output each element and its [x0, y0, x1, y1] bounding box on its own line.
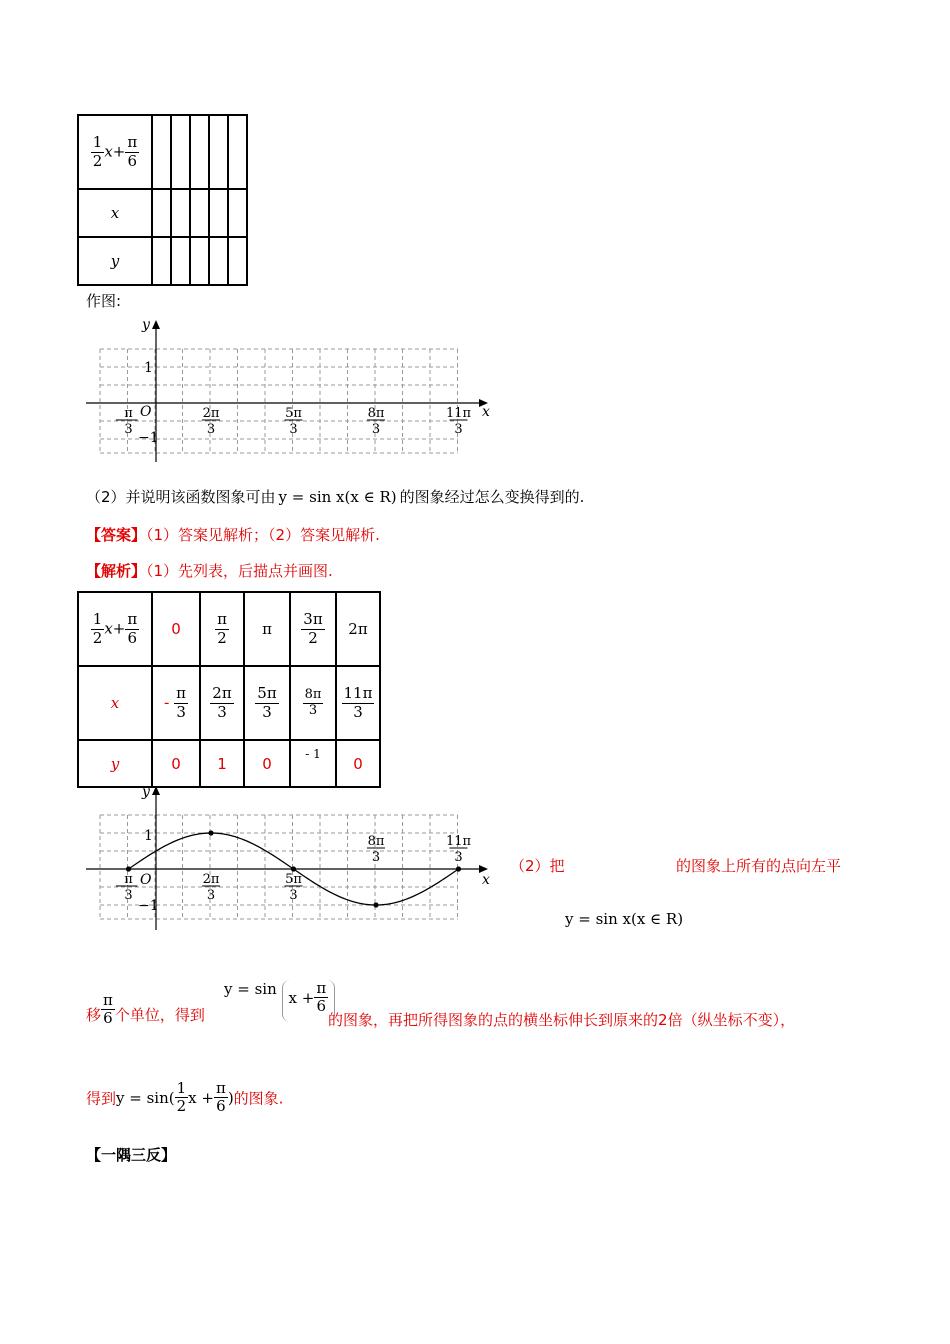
empty-cell: [209, 237, 228, 285]
empty-value-table: [77, 114, 248, 286]
tick-num: 2π: [202, 872, 220, 887]
y-cell: 1: [200, 740, 244, 787]
tick-den: 3: [454, 850, 463, 865]
tick-label-1: 1: [144, 360, 153, 376]
y-axis-label: y: [142, 784, 150, 800]
key-point: [291, 866, 296, 871]
tick-label-1: 1: [144, 828, 153, 844]
row-y-label: y: [78, 740, 152, 787]
fraction-half: $\frac{1}{2}$: [92, 133, 103, 170]
empty-cell: [190, 189, 209, 237]
tick-den: 3: [124, 888, 133, 903]
tick-den: 3: [289, 422, 298, 437]
row-header-phase: $\frac{1}{2}$ x+ $\frac{\pi}{6}$: [78, 115, 152, 189]
x-cell: $\frac{5\pi}{3}$: [244, 666, 290, 740]
tick-label-neg1: −1: [138, 430, 159, 446]
key-point: [126, 866, 131, 871]
tick-num: π: [124, 872, 133, 887]
formula-shifted: y = sin x + $\frac{\pi}{6}$: [224, 980, 335, 1022]
x-tick-label: [115, 872, 138, 903]
key-point: [456, 866, 461, 871]
result-line: 得到y = sin( $\frac{1}{2}$ x + $\frac{\pi}{6}$ )的图象.: [86, 1079, 284, 1116]
key-point: [208, 830, 213, 835]
tick-den: 3: [124, 422, 133, 437]
tick-sign: −: [114, 879, 126, 894]
y-cell: 0: [152, 740, 200, 787]
origin-label: O: [140, 404, 152, 420]
x-tick-label: [202, 406, 220, 437]
tick-label-neg1: −1: [138, 898, 159, 914]
y-axis-arrow: [152, 320, 160, 329]
empty-cell: [228, 237, 247, 285]
tick-num: π: [124, 406, 133, 421]
stretch-line: 的图象，再把所得图象的点的横坐标伸长到原来的2倍（纵坐标不变），: [328, 1011, 796, 1029]
x-tick-label: [446, 834, 472, 865]
part2-lead: （2）把: [510, 857, 565, 875]
tick-den: 3: [371, 422, 381, 437]
empty-cell: [228, 189, 247, 237]
question-2: （2）并说明该函数图象可由 y = sin x(x ∈ R) 的图象经过怎么变换得到的.: [86, 488, 585, 506]
y-axis-arrow: [152, 786, 160, 795]
row-header-x: x: [78, 189, 152, 237]
tick-num: 8π: [367, 834, 385, 849]
empty-cell: [190, 115, 209, 189]
tick-num: 11π: [445, 834, 472, 849]
answer-line: 【答案】（1）答案见解析；（2）答案见解析.: [86, 526, 380, 544]
tick-den: 3: [454, 422, 463, 437]
tick-sign: −: [114, 413, 126, 428]
phase-cell: 2π: [336, 592, 380, 666]
formula-sinx-2: y = sin x(x ∈ R): [565, 910, 684, 928]
empty-cell: [152, 189, 171, 237]
tick-num: 8π: [367, 406, 385, 421]
row-header-y: y: [78, 237, 152, 285]
x-tick-label: [446, 406, 472, 437]
phase-cell: $\frac{3\pi}{2}$: [290, 592, 336, 666]
empty-cell: [152, 115, 171, 189]
x-cell: $\frac{2\pi}{3}$: [200, 666, 244, 740]
tick-num: 2π: [202, 406, 220, 421]
fraction-pi-6: $\frac{\pi}{6}$: [127, 133, 138, 170]
empty-cell: [152, 237, 171, 285]
x-tick-label: [115, 406, 138, 437]
empty-cell: [171, 189, 190, 237]
origin-label: O: [140, 872, 152, 888]
analysis-line: 【解析】（1）先列表，后描点并画图.: [86, 562, 333, 580]
blank-graph: [80, 312, 500, 468]
empty-cell: [209, 115, 228, 189]
tick-den: 3: [206, 888, 216, 903]
x-tick-label: [202, 872, 220, 903]
shift-line: 移 $\frac{\pi}{6}$ 个单位，得到: [86, 990, 205, 1027]
formula-sinx: y = sin x(x ∈ R): [278, 488, 397, 506]
x-cell: $\frac{8\pi}{3}$: [290, 666, 336, 740]
tick-den: 3: [289, 888, 298, 903]
empty-cell: [228, 115, 247, 189]
y-axis-label: y: [142, 317, 150, 333]
x-cell: $\frac{11\pi}{3}$: [336, 666, 380, 740]
tick-den: 3: [206, 422, 216, 437]
answer-tag: 【答案】: [86, 526, 147, 544]
empty-cell: [190, 237, 209, 285]
tick-num: 5π: [285, 872, 302, 887]
plot-label: 作图:: [86, 292, 122, 310]
phase-cell: π: [244, 592, 290, 666]
y-cell: 0: [336, 740, 380, 787]
empty-cell: [171, 115, 190, 189]
part2-continue: 的图象上所有的点向左平: [676, 857, 842, 875]
x-axis-label: x: [482, 872, 490, 888]
header-phase: $\frac{1}{2}$ x+ $\frac{\pi}{6}$: [78, 592, 152, 666]
empty-cell: [209, 189, 228, 237]
x-cell: - $\frac{\pi}{3}$: [152, 666, 200, 740]
phase-cell: $\frac{\pi}{2}$: [200, 592, 244, 666]
tick-den: 3: [371, 850, 381, 865]
tick-num: 5π: [285, 406, 302, 421]
y-cell: 0: [244, 740, 290, 787]
tick-num: 11π: [445, 406, 472, 421]
x-axis-label: x: [482, 404, 490, 420]
value-table: [77, 591, 381, 788]
x-tick-label: [367, 834, 385, 865]
analysis-tag: 【解析】: [86, 562, 147, 580]
phase-cell: 0: [152, 592, 200, 666]
section-heading: 【一隅三反】: [86, 1146, 177, 1164]
sine-graph: [80, 780, 500, 936]
row-x-label: x: [78, 666, 152, 740]
empty-cell: [171, 237, 190, 285]
y-cell: - 1: [290, 740, 336, 787]
key-point: [373, 902, 378, 907]
